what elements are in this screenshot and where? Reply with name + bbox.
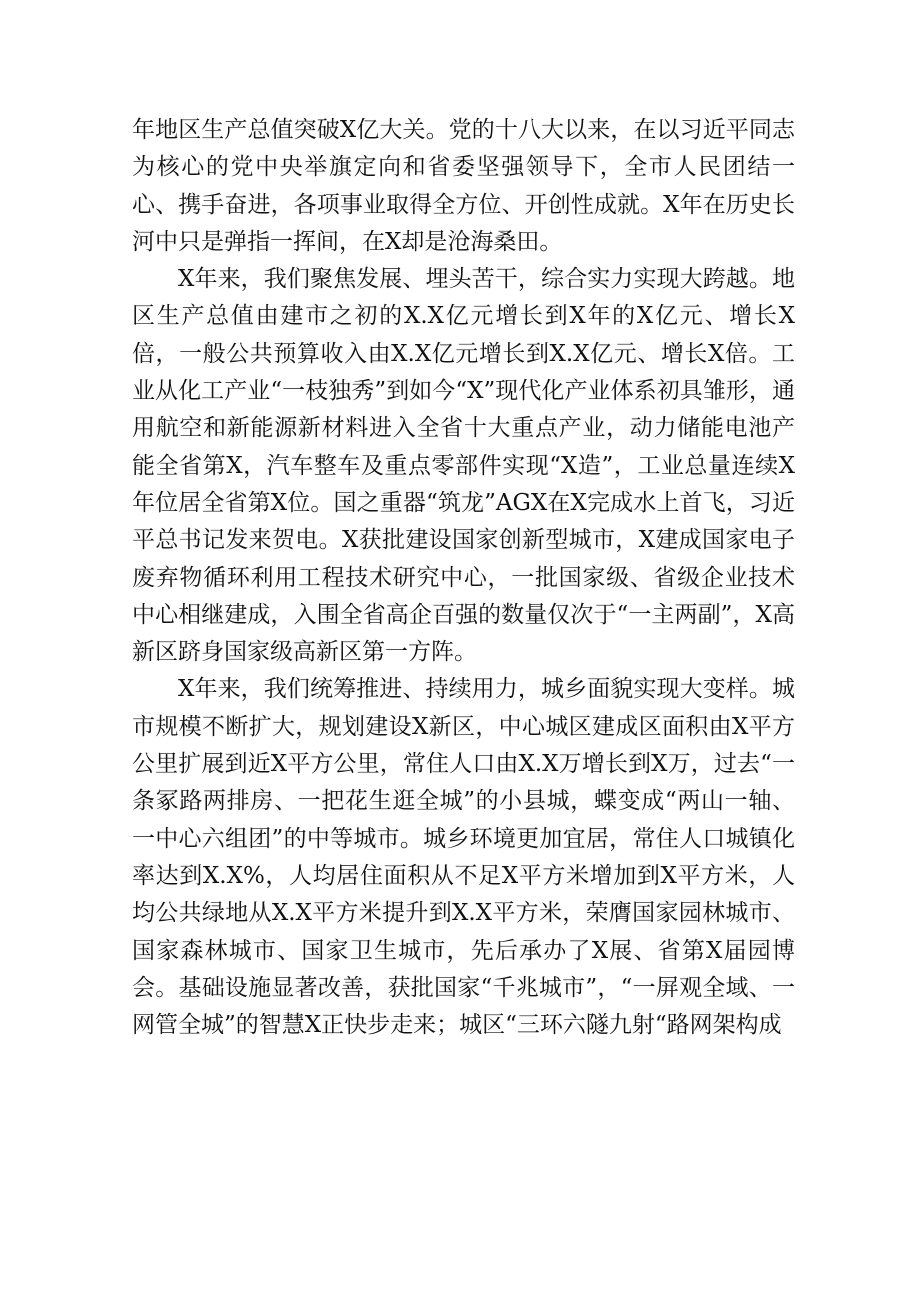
document-body	[132, 112, 795, 1044]
paragraph-2: X年来，我们聚焦发展、埋头苦干，综合实力实现大跨越。地区生产总值由建市之初的X.X亿元增长到X年的X亿元、增长X倍，一般公共预算收入由X.X亿元增长到X.X亿元、增长X倍。工业从化工产业“一枝独秀”到如今“X”现代化产业体系初具雏形，通用航空和新能源新材料进入全省十大重点产业，动力储能电池产能全省第X，汽车整车及重点零部件实现“X造”，工业总量连续X年位居全省第X位。国之重器“筑龙”AGX在X完成水上首飞，习近平总书记发来贺电。X获批建设国家创新型城市，X建成国家电子废弃物循环利用工程技术研究中心，一批国家级、省级企业技术中心相继建成，入围全省高企百强的数量仅次于“一主两副”，X高新区跻身国家级高新区第一方阵。	[132, 266, 795, 666]
paragraph-3: X年来，我们统筹推进、持续用力，城乡面貌实现大变样。城市规模不断扩大，规划建设X新区，中心城区建成区面积由X平方公里扩展到近X平方公里，常住人口由X.X万增长到X万，过去“一条冢路两排房、一把花生逛全城”的小县城，蝶变成“两山一轴、一中心六组团”的中等城市。城乡环境更加宜居，常住人口城镇化率达到X.X%，人均居住面积从不足X平方米增加到X平方米，人均公共绿地从X.X平方米提升到X.X平方米，荣膺国家园林城市、国家森林城市、国家卫生城市，先后承办了X展、省第X届园博会。基础设施显著改善，获批国家“千兆城市”，“一屏观全域、一网管全城”的智慧X正快步走来；城区“三环六隧九射“路网架构成	[132, 676, 795, 1039]
paragraph-1: 年地区生产总值突破X亿大关。党的十八大以来，在以习近平同志为核心的党中央举旗定向和省委坚强领导下，全市人民团结一心、携手奋进，各项事业取得全方位、开创性成就。X年在历史长河中只是弹指一挥间，在X却是沧海桑田。	[132, 117, 795, 255]
